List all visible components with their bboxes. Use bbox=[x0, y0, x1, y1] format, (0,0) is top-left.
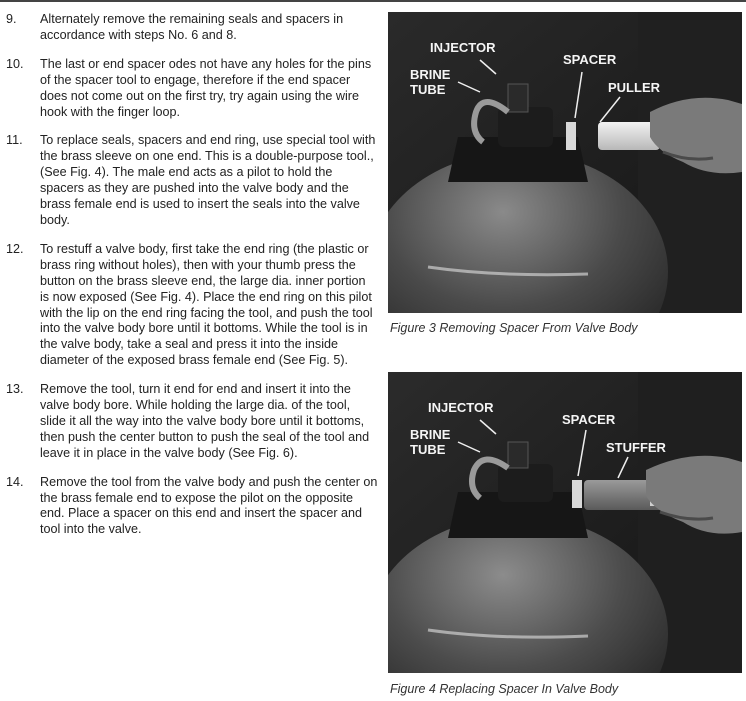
label-tube: TUBE bbox=[410, 82, 446, 97]
step-text: Remove the tool from the valve body and push the center on the brass female end to expose the pilot on the opposite end. Place a spacer on this end and insert the spacer and tool into the valve. bbox=[40, 474, 378, 537]
label-spacer: SPACER bbox=[563, 52, 617, 67]
figure-4-caption: Figure 4 Replacing Spacer In Valve Body bbox=[390, 682, 619, 696]
instruction-steps bbox=[6, 12, 378, 551]
figure-3-photo bbox=[388, 12, 742, 313]
step-14 bbox=[6, 475, 378, 539]
label-brine: BRINE bbox=[410, 427, 451, 442]
step-number: 12. bbox=[6, 241, 24, 256]
step-13 bbox=[6, 382, 378, 462]
top-rule bbox=[0, 0, 746, 2]
label-spacer: SPACER bbox=[562, 412, 616, 427]
step-11 bbox=[6, 133, 378, 228]
label-brine: BRINE bbox=[410, 67, 451, 82]
figure-4-photo bbox=[388, 372, 742, 673]
step-12 bbox=[6, 242, 378, 369]
label-stuffer: STUFFER bbox=[606, 440, 666, 455]
label-injector: INJECTOR bbox=[430, 40, 496, 55]
spacer bbox=[572, 480, 582, 508]
step-10 bbox=[6, 57, 378, 121]
step-number: 11. bbox=[6, 133, 23, 148]
injector bbox=[508, 442, 528, 468]
step-number: 9. bbox=[6, 12, 17, 26]
step-text: To restuff a valve body, first take the end ring (the plastic or brass ring without holes), then with your thumb press the button on the brass sleeve end, the large dia. inner portion is now exposed (See Fig. 4). Place the end ring on this pilot with the lip on the end ring facing the tool, and push the tool into the valve body bore until it bottoms. While the tool is in the valve body, take a seal and press it into the inside diameter of the exposed brass female end (See Fig. 5). bbox=[40, 241, 373, 368]
label-puller: PULLER bbox=[608, 80, 660, 95]
label-tube: TUBE bbox=[410, 442, 446, 457]
step-text: Remove the tool, turn it end for end and insert it into the valve body bore. While holding the large dia. of the tool, slide it all the way into the valve body bore until it bottoms, then push the center button to push the seal of the tool and leave it in place in the valve body (See Fig. 6). bbox=[40, 382, 370, 460]
step-number: 13. bbox=[6, 382, 24, 397]
step-9 bbox=[6, 12, 378, 44]
step-text: Alternately remove the remaining seals and spacers in accordance with steps No. 6 and 8. bbox=[40, 12, 344, 42]
step-text: To replace seals, spacers and end ring, use special tool with the brass sleeve on one end. This is a double-purpose tool., (See Fig. 4). The male end acts as a pilot to hold the spacers as they are pushed into the valve body and the brass female end is used to insert the seals into the valve body. bbox=[40, 133, 376, 227]
step-text: The last or end spacer odes not have any holes for the pins of the spacer tool to engage, therefore if the end spacer does not come out on the first try, try again using the wire hook with the finger loop. bbox=[40, 56, 372, 119]
spacer bbox=[566, 122, 576, 150]
figure-3-illustration bbox=[388, 12, 742, 313]
step-number: 10. bbox=[6, 56, 24, 71]
injector bbox=[508, 84, 528, 112]
figure-3-caption: Figure 3 Removing Spacer From Valve Body bbox=[390, 321, 638, 335]
step-number: 14. bbox=[6, 474, 24, 489]
figure-4-illustration bbox=[388, 372, 742, 673]
label-injector: INJECTOR bbox=[428, 400, 494, 415]
